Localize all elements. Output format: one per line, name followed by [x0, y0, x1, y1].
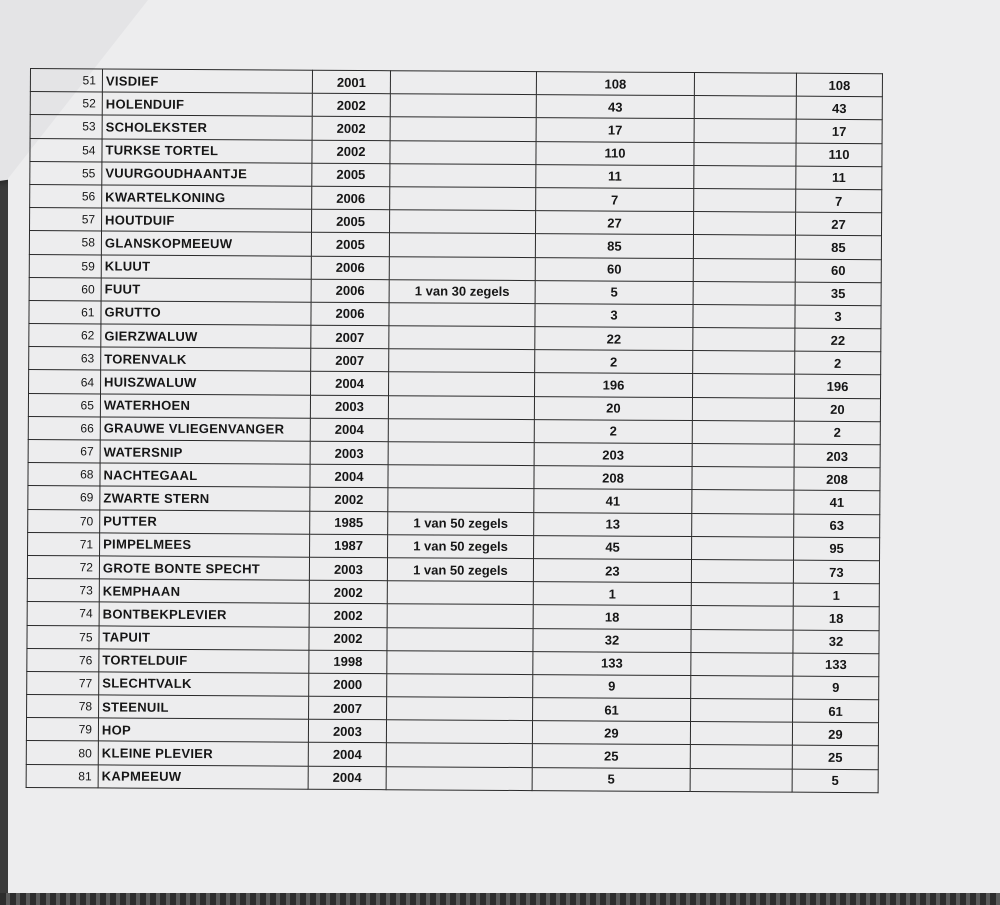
bird-name-cell: KLUUT — [101, 254, 311, 278]
note-cell — [388, 442, 534, 466]
extra-cell — [691, 583, 793, 607]
count-cell: 3 — [535, 303, 693, 327]
total-cell: 85 — [795, 235, 881, 259]
note-cell — [390, 94, 536, 118]
row-number-cell: 78 — [27, 695, 99, 719]
year-cell: 2002 — [310, 488, 388, 512]
bird-name-cell: TAPUIT — [99, 625, 309, 649]
bird-stamp-table — [26, 68, 883, 793]
year-cell: 2002 — [312, 93, 390, 117]
year-cell: 2004 — [308, 743, 386, 767]
note-cell — [389, 372, 535, 396]
count-cell: 22 — [535, 327, 693, 351]
row-number-cell: 69 — [28, 486, 100, 510]
row-number-cell: 73 — [27, 579, 99, 603]
row-number-cell: 80 — [26, 741, 98, 765]
total-cell: 196 — [794, 375, 880, 399]
background-surface — [0, 893, 1000, 905]
total-cell: 203 — [794, 444, 880, 468]
row-number-cell: 70 — [28, 509, 100, 533]
year-cell: 2007 — [311, 348, 389, 372]
total-cell: 5 — [792, 769, 878, 793]
extra-cell — [691, 699, 793, 723]
bird-name-cell: KWARTELKONING — [102, 185, 312, 209]
count-cell: 110 — [536, 141, 694, 165]
total-cell: 63 — [794, 514, 880, 538]
bird-name-cell: GRAUWE VLIEGENVANGER — [100, 417, 310, 441]
count-cell: 5 — [535, 280, 693, 304]
extra-cell — [692, 467, 794, 491]
extra-cell — [692, 397, 794, 421]
note-cell — [387, 581, 533, 605]
note-cell — [389, 233, 535, 257]
count-cell: 11 — [536, 164, 694, 188]
extra-cell — [693, 258, 795, 282]
row-number-cell: 52 — [30, 92, 102, 116]
note-cell — [389, 210, 535, 234]
year-cell: 2006 — [312, 186, 390, 210]
note-cell — [388, 395, 534, 419]
note-cell — [389, 326, 535, 350]
year-cell: 2002 — [312, 140, 390, 164]
year-cell: 2006 — [311, 302, 389, 326]
extra-cell — [692, 513, 794, 537]
bird-name-cell: WATERHOEN — [100, 394, 310, 418]
total-cell: 95 — [794, 537, 880, 561]
count-cell: 7 — [536, 188, 694, 212]
count-cell: 61 — [533, 698, 691, 722]
year-cell: 1987 — [310, 534, 388, 558]
year-cell: 2000 — [309, 673, 387, 697]
extra-cell — [691, 606, 793, 630]
year-cell: 2004 — [308, 766, 386, 790]
extra-cell — [694, 73, 796, 97]
year-cell: 2002 — [309, 604, 387, 628]
total-cell: 32 — [793, 630, 879, 654]
year-cell: 2003 — [308, 719, 386, 743]
year-cell: 2005 — [312, 163, 390, 187]
count-cell: 2 — [535, 350, 693, 374]
row-number-cell: 75 — [27, 625, 99, 649]
bird-name-cell: NACHTEGAAL — [100, 463, 310, 487]
extra-cell — [694, 165, 796, 189]
row-number-cell: 51 — [30, 69, 102, 93]
row-number-cell: 59 — [29, 254, 101, 278]
total-cell: 3 — [795, 305, 881, 329]
year-cell: 2006 — [311, 279, 389, 303]
extra-cell — [690, 768, 792, 792]
total-cell: 11 — [796, 166, 882, 190]
note-cell — [389, 349, 535, 373]
extra-cell — [691, 559, 793, 583]
row-number-cell: 56 — [30, 184, 102, 208]
bird-name-cell: KEMPHAAN — [99, 579, 309, 603]
bird-name-cell: HUISZWALUW — [101, 370, 311, 394]
row-number-cell: 66 — [28, 416, 100, 440]
count-cell: 2 — [534, 419, 692, 443]
count-cell: 25 — [532, 744, 690, 768]
bird-name-cell: BONTBEKPLEVIER — [99, 602, 309, 626]
row-number-cell: 68 — [28, 463, 100, 487]
row-number-cell: 55 — [30, 161, 102, 185]
count-cell: 1 — [533, 582, 691, 606]
bird-name-cell: PUTTER — [100, 509, 310, 533]
extra-cell — [693, 351, 795, 375]
table-row — [26, 764, 878, 792]
row-number-cell: 71 — [28, 532, 100, 556]
year-cell: 2007 — [311, 325, 389, 349]
row-number-cell: 64 — [29, 370, 101, 394]
note-cell — [388, 465, 534, 489]
note-cell — [387, 627, 533, 651]
total-cell: 2 — [795, 351, 881, 375]
year-cell: 2003 — [309, 557, 387, 581]
row-number-cell: 74 — [27, 602, 99, 626]
total-cell: 17 — [796, 120, 882, 144]
bird-name-cell: HOLENDUIF — [102, 92, 312, 116]
note-cell — [386, 743, 532, 767]
total-cell: 2 — [794, 421, 880, 445]
total-cell: 9 — [793, 676, 879, 700]
bird-name-cell: VISDIEF — [102, 69, 312, 93]
total-cell: 133 — [793, 653, 879, 677]
count-cell: 196 — [535, 373, 693, 397]
note-cell — [387, 697, 533, 721]
note-cell — [388, 419, 534, 443]
row-number-cell: 57 — [30, 208, 102, 232]
count-cell: 18 — [533, 605, 691, 629]
extra-cell — [693, 304, 795, 328]
note-cell — [387, 674, 533, 698]
stamp-table-container — [26, 68, 882, 793]
row-number-cell: 58 — [29, 231, 101, 255]
year-cell: 2003 — [310, 441, 388, 465]
note-cell — [390, 117, 536, 141]
total-cell: 35 — [795, 282, 881, 306]
count-cell: 9 — [533, 674, 691, 698]
note-cell — [388, 488, 534, 512]
extra-cell — [694, 96, 796, 120]
bird-name-cell: PIMPELMEES — [100, 533, 310, 557]
total-cell: 22 — [795, 328, 881, 352]
note-cell — [390, 163, 536, 187]
total-cell: 208 — [794, 467, 880, 491]
table-body — [26, 69, 882, 793]
count-cell: 20 — [534, 396, 692, 420]
count-cell: 41 — [534, 489, 692, 513]
year-cell: 2005 — [311, 233, 389, 257]
extra-cell — [692, 490, 794, 514]
extra-cell — [693, 281, 795, 305]
year-cell: 2006 — [311, 256, 389, 280]
extra-cell — [693, 235, 795, 259]
count-cell: 133 — [533, 651, 691, 675]
total-cell: 41 — [794, 491, 880, 515]
note-cell — [389, 303, 535, 327]
row-number-cell: 81 — [26, 764, 98, 788]
extra-cell — [692, 536, 794, 560]
row-number-cell: 54 — [30, 138, 102, 162]
year-cell: 1998 — [309, 650, 387, 674]
row-number-cell: 77 — [27, 671, 99, 695]
row-number-cell: 76 — [27, 648, 99, 672]
count-cell: 45 — [534, 535, 692, 559]
bird-name-cell: TURKSE TORTEL — [102, 139, 312, 163]
count-cell: 29 — [532, 721, 690, 745]
row-number-cell: 72 — [27, 555, 99, 579]
bird-name-cell: KLEINE PLEVIER — [98, 741, 308, 765]
row-number-cell: 67 — [28, 439, 100, 463]
extra-cell — [694, 119, 796, 143]
bird-name-cell: KAPMEEUW — [98, 765, 308, 789]
bird-name-cell: SLECHTVALK — [99, 672, 309, 696]
note-cell — [386, 720, 532, 744]
note-cell: 1 van 30 zegels — [389, 279, 535, 303]
note-cell: 1 van 50 zegels — [387, 558, 533, 582]
extra-cell — [692, 444, 794, 468]
year-cell: 2007 — [309, 696, 387, 720]
year-cell: 2004 — [310, 418, 388, 442]
count-cell: 108 — [536, 72, 694, 96]
year-cell: 2005 — [312, 209, 390, 233]
total-cell: 73 — [793, 560, 879, 584]
bird-name-cell: TORENVALK — [101, 347, 311, 371]
note-cell — [389, 256, 535, 280]
year-cell: 2002 — [312, 117, 390, 141]
total-cell: 110 — [796, 143, 882, 167]
bird-name-cell: GROTE BONTE SPECHT — [99, 556, 309, 580]
row-number-cell: 65 — [28, 393, 100, 417]
row-number-cell: 63 — [29, 347, 101, 371]
total-cell: 1 — [793, 583, 879, 607]
total-cell: 60 — [795, 259, 881, 283]
note-cell — [390, 187, 536, 211]
count-cell: 17 — [536, 118, 694, 142]
count-cell: 27 — [535, 211, 693, 235]
bird-name-cell: GIERZWALUW — [101, 324, 311, 348]
extra-cell — [691, 652, 793, 676]
total-cell: 18 — [793, 606, 879, 630]
extra-cell — [692, 420, 794, 444]
count-cell: 85 — [535, 234, 693, 258]
year-cell: 2004 — [311, 372, 389, 396]
count-cell: 43 — [536, 95, 694, 119]
count-cell: 203 — [534, 443, 692, 467]
count-cell: 32 — [533, 628, 691, 652]
year-cell: 1985 — [310, 511, 388, 535]
note-cell: 1 van 50 zegels — [388, 534, 534, 558]
total-cell: 61 — [793, 699, 879, 723]
count-cell: 208 — [534, 466, 692, 490]
row-number-cell: 53 — [30, 115, 102, 139]
bird-name-cell: HOP — [98, 718, 308, 742]
bird-name-cell: HOUTDUIF — [102, 208, 312, 232]
total-cell: 20 — [794, 398, 880, 422]
total-cell: 108 — [796, 73, 882, 97]
note-cell — [387, 604, 533, 628]
year-cell: 2002 — [309, 580, 387, 604]
year-cell: 2002 — [309, 627, 387, 651]
total-cell: 43 — [796, 96, 882, 120]
bird-name-cell: GLANSKOPMEEUW — [101, 231, 311, 255]
row-number-cell: 61 — [29, 300, 101, 324]
count-cell: 13 — [534, 512, 692, 536]
bird-name-cell: VUURGOUDHAANTJE — [102, 162, 312, 186]
extra-cell — [693, 212, 795, 236]
total-cell: 25 — [792, 746, 878, 770]
year-cell: 2001 — [312, 70, 390, 94]
note-cell — [387, 650, 533, 674]
total-cell: 27 — [795, 212, 881, 236]
extra-cell — [694, 142, 796, 166]
bird-name-cell: TORTELDUIF — [99, 649, 309, 673]
extra-cell — [690, 745, 792, 769]
year-cell: 2003 — [310, 395, 388, 419]
bird-name-cell: SCHOLEKSTER — [102, 115, 312, 139]
note-cell — [390, 140, 536, 164]
count-cell: 60 — [535, 257, 693, 281]
extra-cell — [693, 328, 795, 352]
extra-cell — [691, 675, 793, 699]
count-cell: 23 — [533, 559, 691, 583]
note-cell — [386, 766, 532, 790]
extra-cell — [690, 722, 792, 746]
count-cell: 5 — [532, 767, 690, 791]
year-cell: 2004 — [310, 464, 388, 488]
bird-name-cell: FUUT — [101, 278, 311, 302]
extra-cell — [691, 629, 793, 653]
row-number-cell: 60 — [29, 277, 101, 301]
bird-name-cell: GRUTTO — [101, 301, 311, 325]
bird-name-cell: ZWARTE STERN — [100, 486, 310, 510]
total-cell: 29 — [792, 722, 878, 746]
note-cell — [390, 71, 536, 95]
bird-name-cell: STEENUIL — [99, 695, 309, 719]
row-number-cell: 62 — [29, 324, 101, 348]
extra-cell — [693, 374, 795, 398]
note-cell: 1 van 50 zegels — [388, 511, 534, 535]
total-cell: 7 — [796, 189, 882, 213]
bird-name-cell: WATERSNIP — [100, 440, 310, 464]
extra-cell — [694, 188, 796, 212]
row-number-cell: 79 — [26, 718, 98, 742]
